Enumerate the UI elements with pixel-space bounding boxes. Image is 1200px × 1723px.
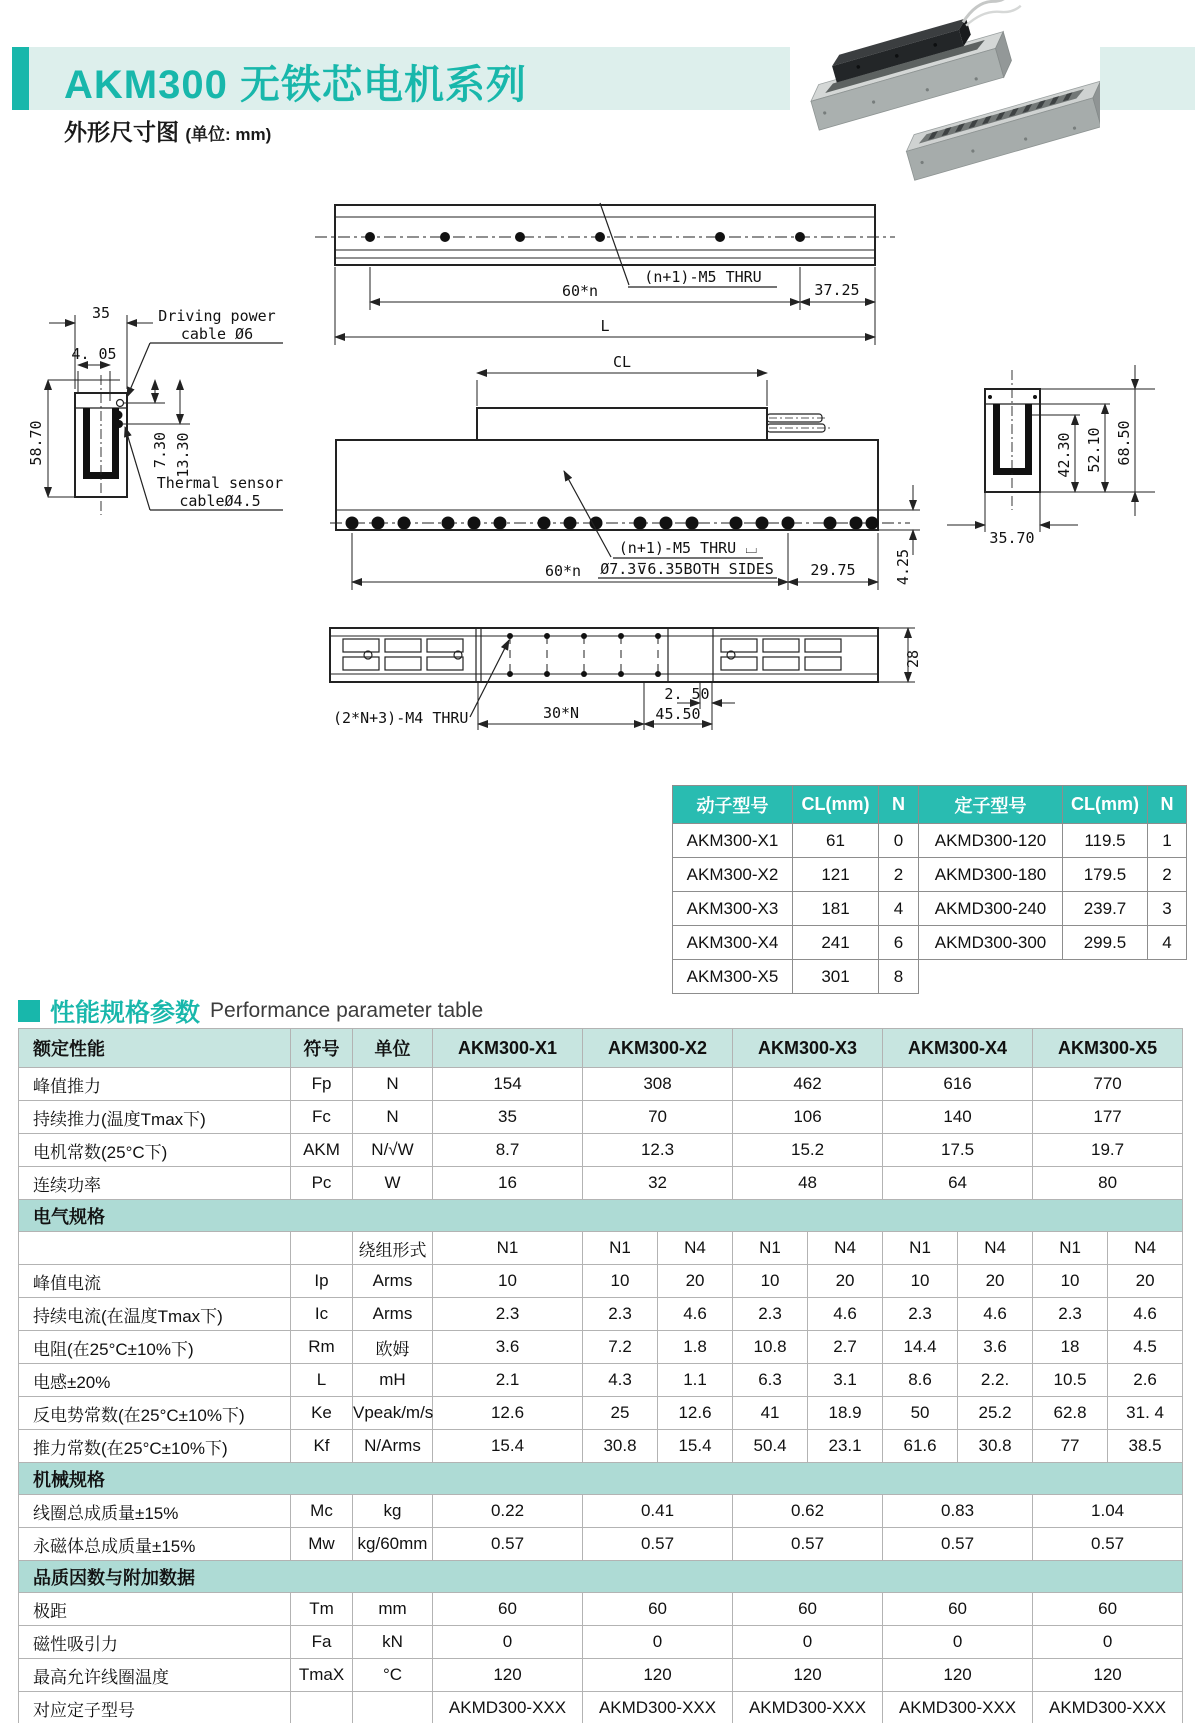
dim-4-25: 4.25 (894, 548, 912, 586)
model-cell: 8 (879, 960, 919, 994)
perf-value: 16 (433, 1167, 583, 1200)
perf-param-name: 峰值推力 (19, 1068, 291, 1101)
perf-data-row (19, 1397, 1183, 1430)
model-cell: 61 (793, 824, 879, 858)
section-title-en: Performance parameter table (210, 999, 484, 1022)
perf-unit: kN (353, 1626, 433, 1659)
perf-value: 62.8 (1033, 1397, 1108, 1430)
section-square-icon (18, 1000, 40, 1022)
perf-value: 12.6 (658, 1397, 733, 1430)
perf-value: N1 (733, 1232, 808, 1265)
model-cell: AKMD300-180 (919, 858, 1063, 892)
perf-value: 2.3 (733, 1298, 808, 1331)
model-table-row (673, 824, 1187, 858)
model-cell: AKM300-X3 (673, 892, 793, 926)
perf-value: 15.2 (733, 1134, 883, 1167)
perf-value: 0 (1033, 1626, 1183, 1659)
perf-unit: Arms (353, 1298, 433, 1331)
label-driving-power-2: cable Ø6 (180, 325, 254, 343)
perf-section-label: 机械规格 (19, 1463, 1183, 1495)
perf-param-name: 持续电流(在温度Tmax下) (19, 1298, 291, 1331)
perf-value: 10 (433, 1265, 583, 1298)
perf-symbol: L (291, 1364, 353, 1397)
perf-value: 2.3 (1033, 1298, 1108, 1331)
perf-value: AKMD300-XXX (883, 1692, 1033, 1723)
perf-value: 7.2 (583, 1331, 658, 1364)
perf-value: 1.8 (658, 1331, 733, 1364)
dim-7-30: 7.30 (151, 431, 169, 469)
perf-value: AKMD300-XXX (733, 1692, 883, 1723)
perf-param-name: 反电势常数(在25°C±10%下) (19, 1397, 291, 1430)
perf-value: 48 (733, 1167, 883, 1200)
note-m5-mid: (n+1)-M5 THRU ⌴ (618, 539, 758, 557)
perf-value: 20 (658, 1265, 733, 1298)
model-cell: 241 (793, 926, 879, 960)
perf-value: 20 (1108, 1265, 1183, 1298)
dim-68-50: 68.50 (1115, 420, 1133, 466)
perf-value: 12.3 (583, 1134, 733, 1167)
perf-value: 10 (1033, 1265, 1108, 1298)
perf-value: 120 (733, 1659, 883, 1692)
dim-45-50: 45.50 (655, 705, 701, 723)
perf-value: 41 (733, 1397, 808, 1430)
perf-value: 30.8 (958, 1430, 1033, 1463)
perf-symbol (291, 1232, 353, 1265)
model-cell: AKM300-X1 (673, 824, 793, 858)
perf-data-row (19, 1331, 1183, 1364)
perf-value: 4.6 (958, 1298, 1033, 1331)
perf-value: 60 (433, 1593, 583, 1626)
page-title: AKM300 无铁芯电机系列 (64, 63, 527, 107)
perf-symbol: Ke (291, 1397, 353, 1430)
model-cell: 3 (1148, 892, 1187, 926)
model-cell: AKMD300-300 (919, 926, 1063, 960)
perf-value: 120 (433, 1659, 583, 1692)
model-table-row (673, 858, 1187, 892)
perf-value: 154 (433, 1068, 583, 1101)
perf-unit: N (353, 1068, 433, 1101)
perf-param-name: 持续推力(温度Tmax下) (19, 1101, 291, 1134)
perf-unit: W (353, 1167, 433, 1200)
perf-data-row (19, 1134, 1183, 1167)
perf-value: 31. 4 (1108, 1397, 1183, 1430)
perf-symbol: Tm (291, 1593, 353, 1626)
perf-value: 23.1 (808, 1430, 883, 1463)
model-cell: 181 (793, 892, 879, 926)
model-header-stator: 定子型号 (919, 786, 1063, 824)
perf-value: 15.4 (433, 1430, 583, 1463)
perf-section-label: 品质因数与附加数据 (19, 1561, 1183, 1593)
perf-value: 4.6 (808, 1298, 883, 1331)
perf-symbol: Pc (291, 1167, 353, 1200)
perf-data-row (19, 1364, 1183, 1397)
perf-header-x1: AKM300-X1 (433, 1029, 583, 1068)
perf-unit: N/Arms (353, 1430, 433, 1463)
dim-35-70: 35.70 (989, 529, 1035, 547)
perf-param-name: 磁性吸引力 (19, 1626, 291, 1659)
label-driving-power-1: Driving power (158, 307, 276, 325)
perf-unit (353, 1692, 433, 1723)
model-cell: AKM300-X2 (673, 858, 793, 892)
perf-value: 10 (733, 1265, 808, 1298)
dim-60n-top: 60*n (561, 282, 599, 300)
dim-37-25: 37.25 (814, 281, 860, 299)
perf-data-row (19, 1659, 1183, 1692)
perf-value: 0.57 (1033, 1528, 1183, 1561)
perf-value: 80 (1033, 1167, 1183, 1200)
perf-value: 4.3 (583, 1364, 658, 1397)
perf-value: 1.1 (658, 1364, 733, 1397)
perf-param-name (19, 1232, 291, 1265)
perf-unit: °C (353, 1659, 433, 1692)
perf-value: 25 (583, 1397, 658, 1430)
perf-value: 4.6 (658, 1298, 733, 1331)
model-cell: 179.5 (1063, 858, 1148, 892)
perf-value: 10 (883, 1265, 958, 1298)
perf-value: 1.04 (1033, 1495, 1183, 1528)
perf-section-row (19, 1200, 1183, 1232)
perf-value: 8.6 (883, 1364, 958, 1397)
perf-value: 462 (733, 1068, 883, 1101)
perf-value: 20 (958, 1265, 1033, 1298)
perf-unit: mH (353, 1364, 433, 1397)
perf-symbol: Mc (291, 1495, 353, 1528)
model-header-n1: N (879, 786, 919, 824)
dim-58-70: 58.70 (27, 420, 45, 466)
perf-value: 0.83 (883, 1495, 1033, 1528)
perf-value: 3.6 (958, 1331, 1033, 1364)
perf-value: 177 (1033, 1101, 1183, 1134)
dim-42-30: 42.30 (1055, 432, 1073, 478)
dim-29-75: 29.75 (810, 561, 856, 579)
performance-section-heading (18, 993, 483, 1029)
perf-value: 30.8 (583, 1430, 658, 1463)
perf-unit: Vpeak/m/s (353, 1397, 433, 1430)
model-table-row (673, 960, 1187, 994)
perf-data-row (19, 1495, 1183, 1528)
perf-value: 0.41 (583, 1495, 733, 1528)
perf-data-row (19, 1101, 1183, 1134)
model-cell: 4 (879, 892, 919, 926)
subtitle-text: 外形尺寸图 (64, 119, 179, 145)
model-header-cl2: CL(mm) (1063, 786, 1148, 824)
model-cell: 4 (1148, 926, 1187, 960)
perf-symbol: Rm (291, 1331, 353, 1364)
perf-header-symbol: 符号 (291, 1029, 353, 1068)
perf-param-name: 峰值电流 (19, 1265, 291, 1298)
perf-value: 140 (883, 1101, 1033, 1134)
note-m5-top: (n+1)-M5 THRU (644, 268, 762, 286)
perf-value: 3.1 (808, 1364, 883, 1397)
perf-value: N1 (583, 1232, 658, 1265)
perf-section-label: 电气规格 (19, 1200, 1183, 1232)
dim-4-05: 4. 05 (71, 345, 117, 363)
perf-value: 2.6 (1108, 1364, 1183, 1397)
perf-value: 19.7 (1033, 1134, 1183, 1167)
model-header-cl1: CL(mm) (793, 786, 879, 824)
dim-13-30: 13.30 (174, 432, 192, 478)
perf-value: 2.7 (808, 1331, 883, 1364)
perf-unit: Arms (353, 1265, 433, 1298)
performance-header-row (19, 1029, 1183, 1068)
drawing-subtitle (64, 114, 271, 147)
perf-section-row (19, 1561, 1183, 1593)
perf-value: 10.5 (1033, 1364, 1108, 1397)
model-table (672, 785, 1187, 994)
model-cell: 121 (793, 858, 879, 892)
perf-symbol: Fc (291, 1101, 353, 1134)
perf-value: N1 (433, 1232, 583, 1265)
perf-value: 20 (808, 1265, 883, 1298)
perf-param-name: 电阻(在25°C±10%下) (19, 1331, 291, 1364)
perf-value: 2.3 (433, 1298, 583, 1331)
perf-value: 18 (1033, 1331, 1108, 1364)
perf-value: 0.57 (733, 1528, 883, 1561)
dim-35: 35 (91, 304, 111, 322)
model-cell: 0 (879, 824, 919, 858)
perf-data-row (19, 1265, 1183, 1298)
perf-section-row (19, 1463, 1183, 1495)
perf-value: 770 (1033, 1068, 1183, 1101)
model-header-n2: N (1148, 786, 1187, 824)
perf-value: 0.57 (583, 1528, 733, 1561)
perf-value: 10 (583, 1265, 658, 1298)
perf-value: 616 (883, 1068, 1033, 1101)
perf-param-name: 连续功率 (19, 1167, 291, 1200)
model-cell: 6 (879, 926, 919, 960)
model-cell: 239.7 (1063, 892, 1148, 926)
product-photo (790, 0, 1100, 182)
label-thermal-2: cableØ4.5 (179, 492, 261, 510)
perf-header-x5: AKM300-X5 (1033, 1029, 1183, 1068)
perf-value: 2.3 (883, 1298, 958, 1331)
perf-data-row (19, 1692, 1183, 1723)
perf-unit: mm (353, 1593, 433, 1626)
perf-value: N4 (808, 1232, 883, 1265)
dim-CL: CL (612, 353, 632, 371)
perf-symbol: AKM (291, 1134, 353, 1167)
model-cell: AKMD300-120 (919, 824, 1063, 858)
perf-value: 0 (433, 1626, 583, 1659)
perf-value: 50 (883, 1397, 958, 1430)
model-cell: 1 (1148, 824, 1187, 858)
perf-value: 3.6 (433, 1331, 583, 1364)
perf-value: 2.3 (583, 1298, 658, 1331)
model-cell: 301 (793, 960, 879, 994)
perf-value: 60 (733, 1593, 883, 1626)
perf-value: 32 (583, 1167, 733, 1200)
perf-symbol: Ic (291, 1298, 353, 1331)
dim-28: 28 (904, 649, 922, 669)
perf-unit: 欧姆 (353, 1331, 433, 1364)
perf-data-row (19, 1593, 1183, 1626)
model-table-row (673, 926, 1187, 960)
dim-52-10: 52.10 (1085, 427, 1103, 473)
model-cell: 299.5 (1063, 926, 1148, 960)
perf-value: 0 (733, 1626, 883, 1659)
perf-value: 50.4 (733, 1430, 808, 1463)
dim-60n-mid: 60*n (544, 562, 582, 580)
perf-value: 106 (733, 1101, 883, 1134)
perf-value: 0 (883, 1626, 1033, 1659)
perf-value: 0.57 (883, 1528, 1033, 1561)
perf-value: AKMD300-XXX (583, 1692, 733, 1723)
note-m4: (2*N+3)-M4 THRU (333, 709, 469, 727)
dim-L: L (600, 317, 610, 335)
model-cell: AKMD300-240 (919, 892, 1063, 926)
perf-param-name: 推力常数(在25°C±10%下) (19, 1430, 291, 1463)
perf-data-row (19, 1068, 1183, 1101)
perf-value: 17.5 (883, 1134, 1033, 1167)
perf-header-x2: AKM300-X2 (583, 1029, 733, 1068)
perf-param-name: 线圈总成质量±15% (19, 1495, 291, 1528)
perf-param-name: 永磁体总成质量±15% (19, 1528, 291, 1561)
header-accent-bar (12, 47, 29, 110)
perf-symbol: TmaX (291, 1659, 353, 1692)
model-header-mover: 动子型号 (673, 786, 793, 824)
perf-value: 60 (1033, 1593, 1183, 1626)
perf-value: 60 (883, 1593, 1033, 1626)
perf-data-row (19, 1626, 1183, 1659)
perf-header-rated: 额定性能 (19, 1029, 291, 1068)
dim-2-50: 2. 50 (664, 685, 710, 703)
model-cell: AKM300-X5 (673, 960, 793, 994)
perf-unit: N (353, 1101, 433, 1134)
perf-value: 4.5 (1108, 1331, 1183, 1364)
perf-value: 8.7 (433, 1134, 583, 1167)
perf-value: 12.6 (433, 1397, 583, 1430)
perf-symbol (291, 1692, 353, 1723)
performance-table (18, 1028, 1183, 1723)
perf-value: 308 (583, 1068, 733, 1101)
perf-data-row (19, 1430, 1183, 1463)
perf-value: 14.4 (883, 1331, 958, 1364)
perf-value: 77 (1033, 1430, 1108, 1463)
perf-value: 0.57 (433, 1528, 583, 1561)
perf-unit: 绕组形式 (353, 1232, 433, 1265)
dimension-drawing (15, 175, 1185, 735)
model-table-row (673, 892, 1187, 926)
perf-value: 0.22 (433, 1495, 583, 1528)
model-cell: AKM300-X4 (673, 926, 793, 960)
perf-param-name: 极距 (19, 1593, 291, 1626)
perf-value: AKMD300-XXX (433, 1692, 583, 1723)
subtitle-unit: (单位: mm) (185, 125, 272, 144)
perf-symbol: Kf (291, 1430, 353, 1463)
perf-data-row (19, 1232, 1183, 1265)
perf-value: 0 (583, 1626, 733, 1659)
perf-value: 2.1 (433, 1364, 583, 1397)
dim-30N: 30*N (542, 704, 580, 722)
perf-param-name: 对应定子型号 (19, 1692, 291, 1723)
perf-value: 4.6 (1108, 1298, 1183, 1331)
perf-value: N1 (883, 1232, 958, 1265)
section-title-cn: 性能规格参数 (50, 999, 201, 1027)
perf-data-row (19, 1167, 1183, 1200)
perf-param-name: 电感±20% (19, 1364, 291, 1397)
perf-value: 64 (883, 1167, 1033, 1200)
model-cell-empty (919, 960, 1187, 994)
perf-unit: kg/60mm (353, 1528, 433, 1561)
perf-value: N4 (958, 1232, 1033, 1265)
model-table-header-row (673, 786, 1187, 824)
model-cell: 2 (879, 858, 919, 892)
model-cell: 119.5 (1063, 824, 1148, 858)
perf-value: 35 (433, 1101, 583, 1134)
perf-value: 120 (583, 1659, 733, 1692)
perf-unit: N/√W (353, 1134, 433, 1167)
perf-value: 0.62 (733, 1495, 883, 1528)
perf-value: 60 (583, 1593, 733, 1626)
perf-value: 120 (883, 1659, 1033, 1692)
perf-value: 25.2 (958, 1397, 1033, 1430)
perf-value: 38.5 (1108, 1430, 1183, 1463)
perf-header-x3: AKM300-X3 (733, 1029, 883, 1068)
perf-value: 70 (583, 1101, 733, 1134)
note-counterbore: Ø7.3⊽6.35BOTH SIDES (600, 560, 774, 578)
perf-value: 18.9 (808, 1397, 883, 1430)
perf-param-name: 最高允许线圈温度 (19, 1659, 291, 1692)
label-thermal-1: Thermal sensor (156, 474, 284, 492)
perf-unit: kg (353, 1495, 433, 1528)
perf-symbol: Fp (291, 1068, 353, 1101)
perf-data-row (19, 1528, 1183, 1561)
perf-data-row (19, 1298, 1183, 1331)
perf-value: N1 (1033, 1232, 1108, 1265)
perf-symbol: Mw (291, 1528, 353, 1561)
perf-header-unit: 单位 (353, 1029, 433, 1068)
perf-symbol: Ip (291, 1265, 353, 1298)
perf-value: N4 (658, 1232, 733, 1265)
perf-value: 2.2. (958, 1364, 1033, 1397)
perf-header-x4: AKM300-X4 (883, 1029, 1033, 1068)
perf-value: 61.6 (883, 1430, 958, 1463)
perf-value: AKMD300-XXX (1033, 1692, 1183, 1723)
perf-value: N4 (1108, 1232, 1183, 1265)
model-cell: 2 (1148, 858, 1187, 892)
perf-symbol: Fa (291, 1626, 353, 1659)
perf-value: 120 (1033, 1659, 1183, 1692)
perf-value: 6.3 (733, 1364, 808, 1397)
perf-param-name: 电机常数(25°C下) (19, 1134, 291, 1167)
perf-value: 15.4 (658, 1430, 733, 1463)
perf-value: 10.8 (733, 1331, 808, 1364)
